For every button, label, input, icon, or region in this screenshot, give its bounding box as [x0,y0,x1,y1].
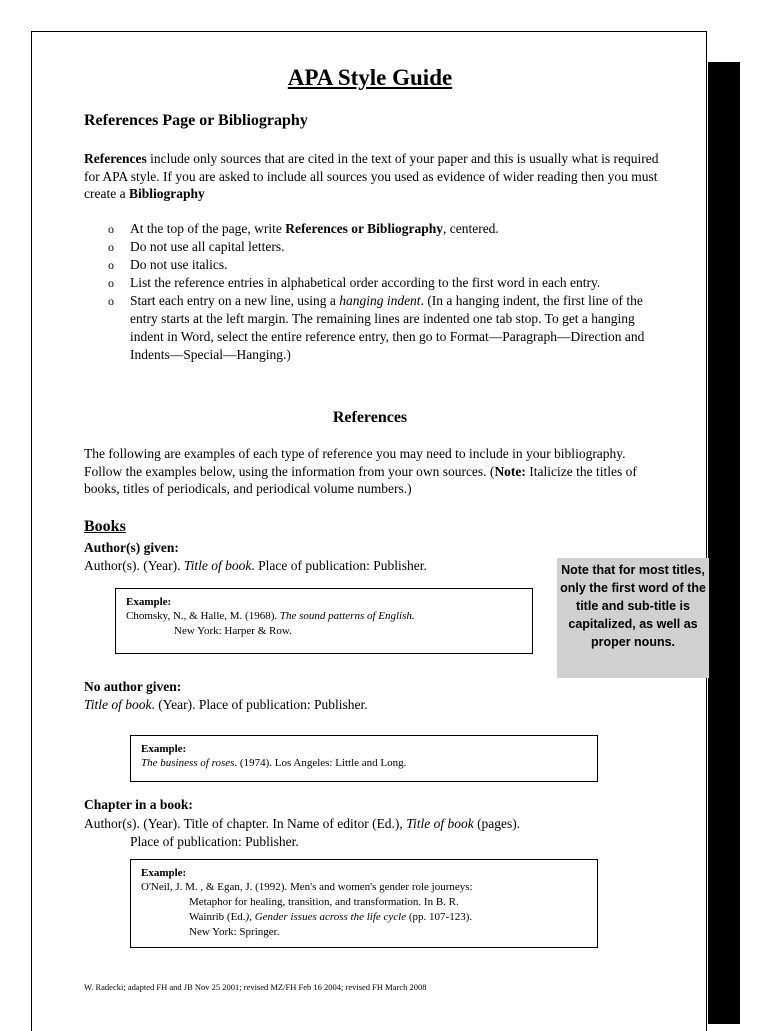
example-text: Chomsky, N., & Halle, M. (1968). The sound patterns of English. [126,610,415,622]
bullet-marker: o [108,240,114,254]
chapter-label: Chapter in a book: [84,797,193,812]
example-box-chapter [130,859,598,948]
example-text: The business of roses. (1974). Los Angeles: Little and Long. [141,757,407,769]
example-text-line2: New York: Harper & Row. [174,625,292,637]
references-heading: References [332,409,408,426]
example-text-line3: Wainrib (Ed.), Gender issues across the life cycle (pp. 107-123). [189,911,473,923]
page-title: APA Style Guide [287,65,453,90]
list-item: o List the reference entries in alphabetical order according to the first word in each entry. [108,275,601,290]
page-footer: W. Radecki; adapted FH and JB Nov 25 2001; revised MZ/FH Feb 16 2004; revised FH March 2008 [84,982,427,992]
intro-bold-bibliography: Bibliography [128,186,205,201]
author-given-label: Author(s) given: [84,540,179,555]
bullet-marker: o [108,276,114,290]
examples-intro: The following are examples of each type of reference you may need to include in your bibliography. Follow the examples below, using the information from your own sources. (Note: Italicize the titles of books, titles of periodicals, and periodical volume numbers.) [84,446,637,496]
bullet-marker: o [108,294,114,308]
intro-bold-references: References [84,151,147,166]
books-heading: Books [84,518,126,535]
no-author-format: Title of book. (Year). Place of publication: Publisher. [84,697,368,712]
example-text-line4: New York: Springer. [189,926,280,938]
document-page [31,31,707,1031]
example-box-author-given [115,588,533,654]
chapter-format: Author(s). (Year). Title of chapter. In Name of editor (Ed.), Title of book (pages). [84,816,521,831]
example-text-line1: O'Neil, J. M. , & Egan, J. (1992). Men's and women's gender role journeys: [141,881,473,893]
intro-text: include only sources that are cited in the text of your paper and this is usually what is required for APA style. If you are asked to include all sources you used as evidence of wider reading then you must create a [84,151,659,201]
example-label: Example: [141,743,187,755]
list-item: o Do not use all capital letters. [108,239,285,254]
bullet-marker: o [108,258,114,272]
no-author-label: No author given: [84,679,182,694]
section-heading: References Page or Bibliography [84,112,308,129]
list-item: o Start each entry on a new line, using a hanging indent. (In a hanging indent, the first line of the entry starts at the left margin. The remaining lines are indented one tab stop. To get a hanging indent in Word, select the entire reference entry, then go to Format—Paragraph—Direction and Indents—Special—Hanging.) [108,293,645,362]
rules-list [84,220,668,364]
example-label: Example: [141,867,187,879]
example-box-no-author [130,735,598,782]
example-label: Example: [126,596,172,608]
list-item: o Do not use italics. [108,257,228,272]
example-text-line2: Metaphor for healing, transition, and transformation. In B. R. [189,896,459,908]
bullet-marker: o [108,222,114,236]
page-shadow [708,62,740,1024]
author-given-format: Author(s). (Year). Title of book. Place of publication: Publisher. [84,558,427,573]
chapter-format-line2: Place of publication: Publisher. [130,834,299,849]
list-item: o At the top of the page, write References or Bibliography, centered. [108,221,499,236]
intro-paragraph [84,150,664,203]
capitalization-note: Note that for most titles, only the first word of the title and sub-title is capitalized, as well as proper nouns. [557,558,709,678]
